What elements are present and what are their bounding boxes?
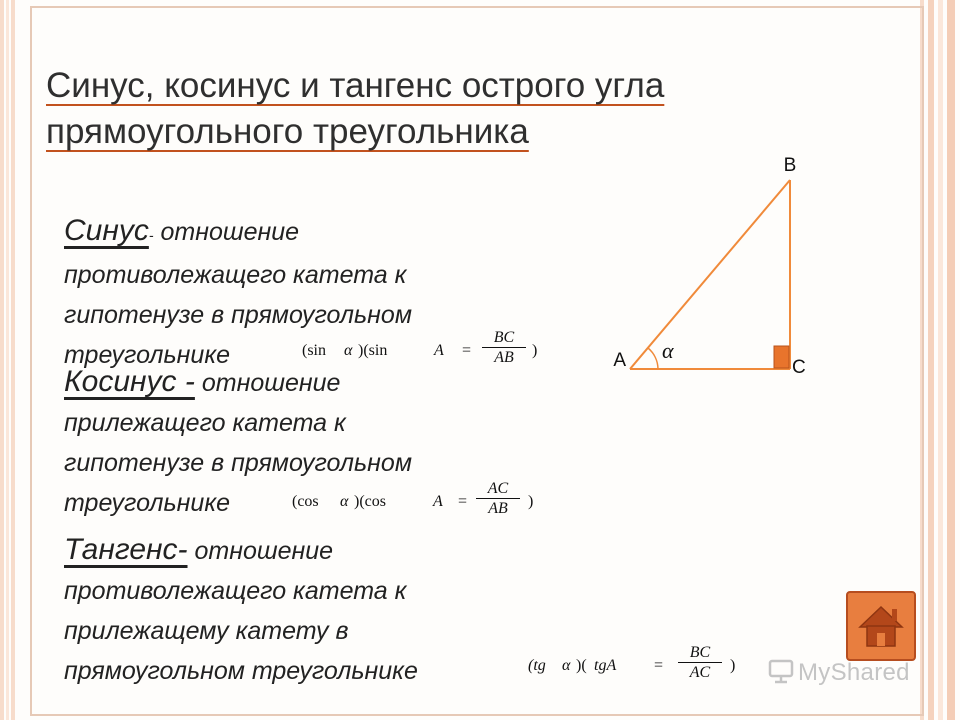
sine-formula-middle: )(sin (358, 342, 388, 359)
tangent-formula-middle: )( (576, 657, 587, 674)
vertex-label-c: C (792, 357, 806, 378)
cosine-text-2: прилежащего катета к (64, 409, 346, 437)
angle-label-alpha: α (662, 338, 674, 363)
tangent-formula-close: ) (730, 657, 736, 674)
tangent-formula-alpha: α (562, 657, 571, 674)
cosine-text-1: отношение (194, 369, 341, 397)
cosine-formula-left: (cos (292, 493, 319, 510)
tangent-formula-denominator: AC (689, 664, 711, 681)
cosine-formula-numerator: AC (476, 479, 520, 499)
cosine-formula-middle: )(cos (354, 493, 386, 510)
cosine-formula-fraction (476, 479, 520, 519)
tangent-formula-numerator: BC (678, 643, 722, 663)
tangent-formula (528, 644, 743, 687)
hypotenuse-ab (630, 180, 790, 369)
cosine-text-3: гипотенузе в прямоугольном (64, 449, 412, 477)
cosine-formula (292, 480, 542, 523)
sine-text-1: отношение (153, 218, 300, 246)
sine-formula-close: ) (532, 342, 538, 359)
tangent-text-2: противолежащего катета к (64, 577, 407, 605)
tangent-term: Тангенс- (64, 533, 188, 566)
sine-text-2: противолежащего катета к (64, 261, 407, 289)
left-border-stripes (0, 0, 18, 720)
tangent-text-1: отношение (187, 537, 334, 565)
sine-formula-left: (sin (302, 342, 326, 359)
cosine-formula-close: ) (528, 493, 534, 510)
sine-formula-var: A (434, 342, 444, 359)
sine-line-1 (64, 211, 604, 255)
tangent-formula-equals: = (654, 657, 664, 674)
sine-text-3: гипотенузе в прямоугольном (64, 301, 412, 329)
right-angle-marker (774, 346, 789, 368)
tangent-formula-fraction (678, 643, 722, 683)
cosine-formula-alpha: α (340, 493, 349, 510)
sine-formula-numerator: BC (482, 328, 526, 348)
tangent-text-4: прямоугольном треугольнике (64, 657, 418, 685)
home-icon (848, 593, 914, 659)
tangent-line-1 (64, 530, 624, 571)
cosine-line-1 (64, 362, 604, 403)
home-button[interactable] (846, 591, 916, 661)
cosine-formula-equals: = (458, 493, 468, 510)
sine-formula-alpha: α (344, 342, 353, 359)
presentation-icon (768, 658, 794, 684)
tangent-formula-left: (tg (528, 657, 546, 674)
cosine-formula-denominator: AB (488, 500, 508, 517)
tangent-formula-var: tgA (594, 657, 617, 674)
slide-title-line-1: Синус, косинус и тангенс острого угла (46, 66, 665, 105)
slide-title-line-2: прямоугольного треугольника (46, 112, 529, 151)
sine-term-separator: - (148, 227, 154, 243)
sine-formula-equals: = (462, 342, 472, 359)
cosine-formula-var: A (433, 493, 443, 510)
sine-term: Синус (64, 214, 149, 247)
right-triangle-diagram (600, 140, 830, 390)
vertex-label-a: A (613, 350, 626, 371)
right-border-stripes (920, 0, 960, 720)
tangent-text-3: прилежащему катету в (64, 617, 349, 645)
sine-text-4: треугольнике (64, 341, 231, 369)
vertex-label-b: B (783, 155, 797, 176)
cosine-text-4: треугольнике (64, 489, 231, 517)
sine-formula-denominator: AB (494, 349, 514, 366)
cosine-term: Косинус - (64, 365, 195, 398)
watermark-text: MyShared (798, 659, 910, 686)
angle-arc (648, 348, 658, 369)
